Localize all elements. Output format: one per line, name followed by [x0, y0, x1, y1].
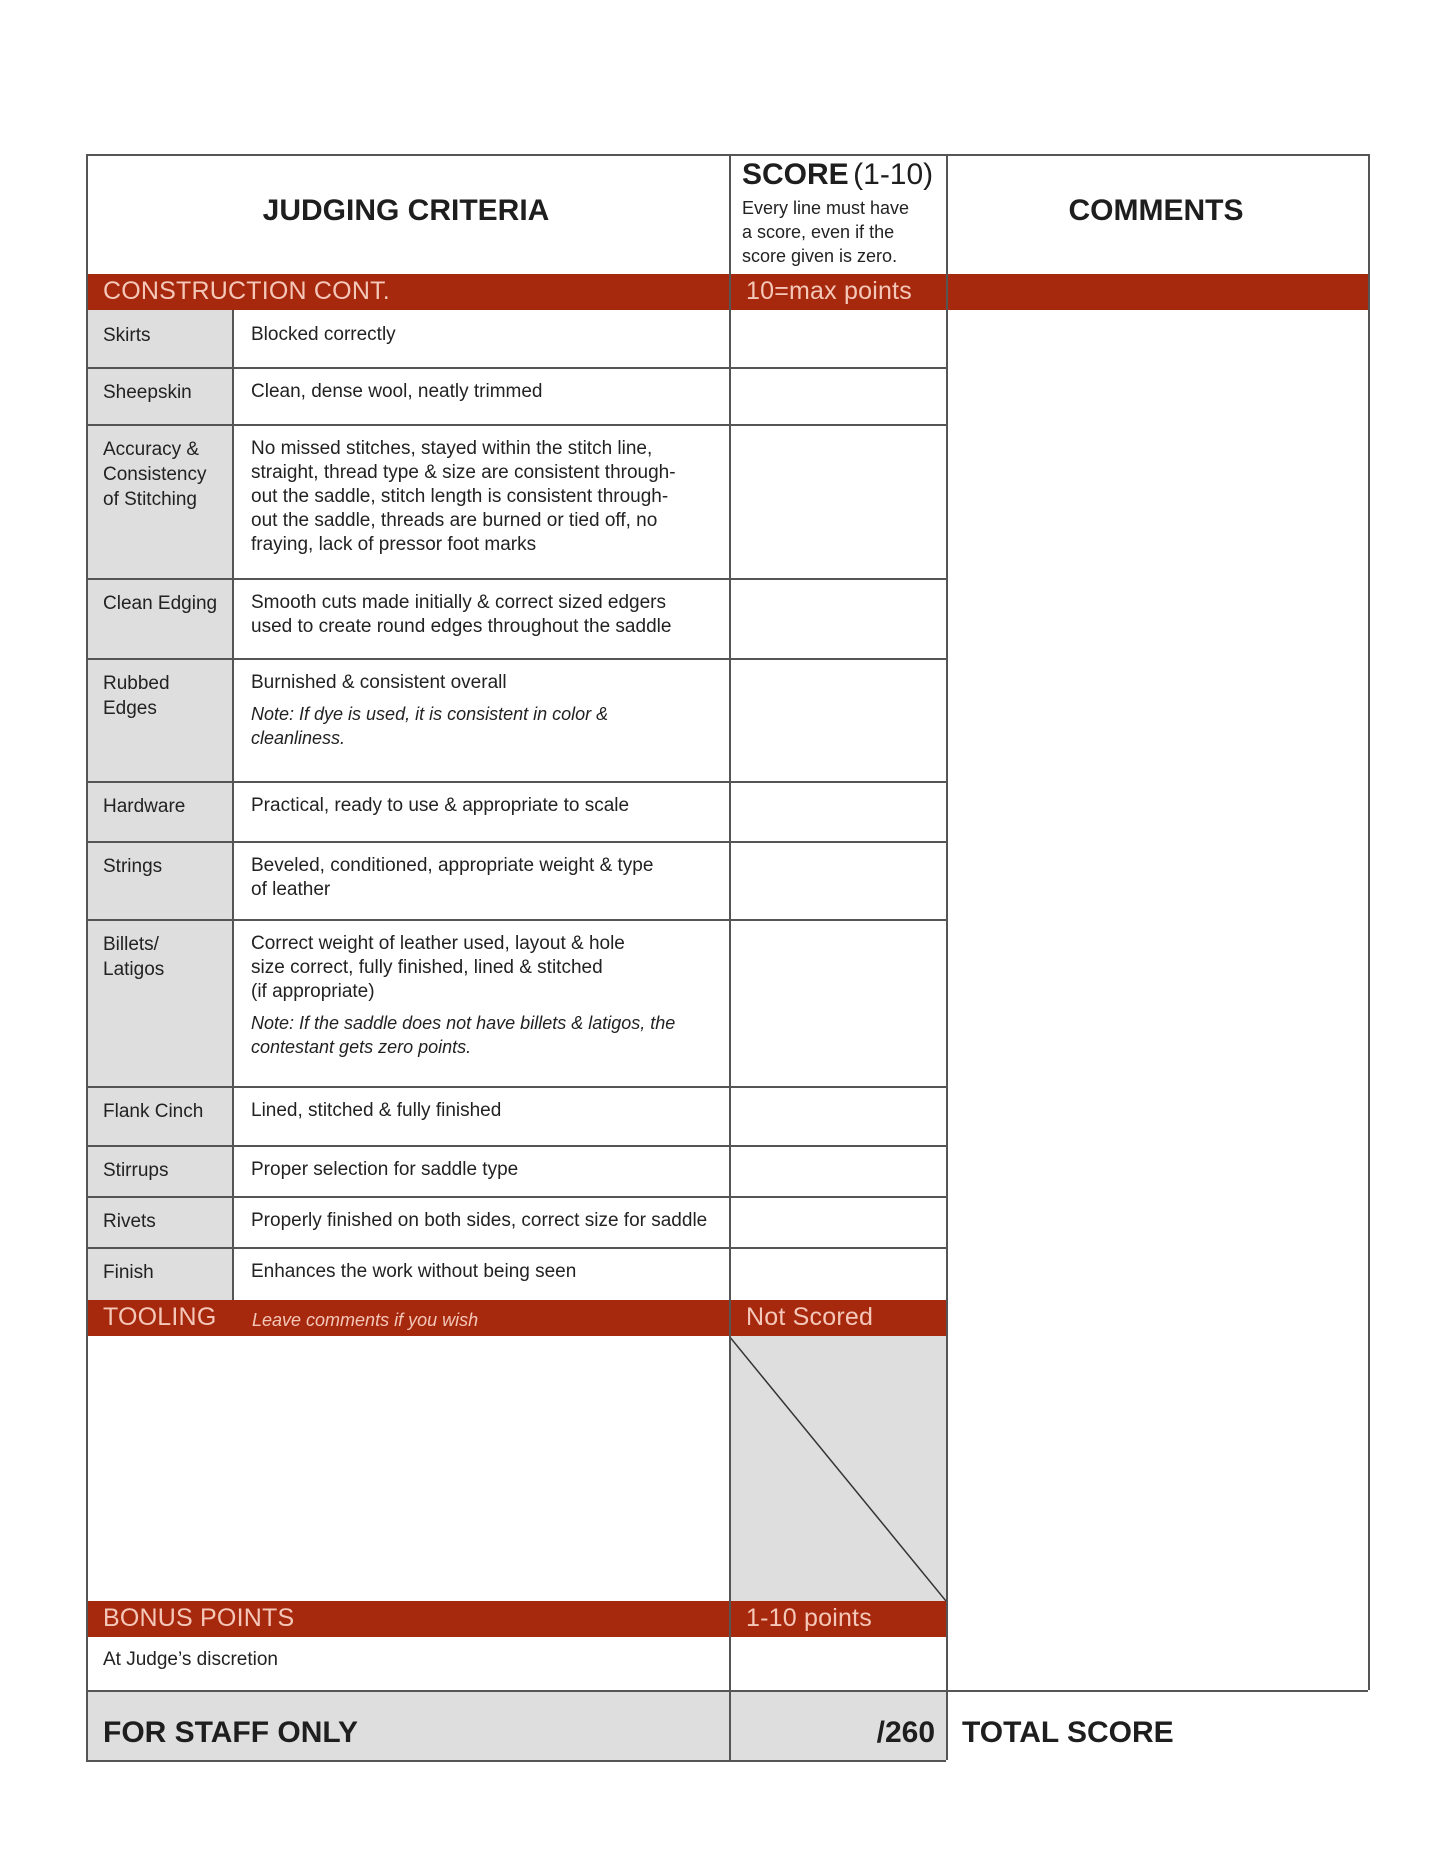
- row-description-line: size correct, fully finished, lined & stitched: [251, 957, 603, 978]
- row-description: [251, 1099, 721, 1123]
- row-separator: [86, 424, 946, 426]
- row-description: [251, 1158, 721, 1182]
- total-score-label: TOTAL SCORE: [962, 1716, 1174, 1749]
- score-cell[interactable]: [729, 1086, 946, 1145]
- row-description-line: fraying, lack of pressor foot marks: [251, 534, 537, 555]
- construction-section-label: CONSTRUCTION CONT.: [103, 277, 390, 305]
- row-separator: [86, 1247, 946, 1249]
- score-cell[interactable]: [729, 367, 946, 424]
- score-cell[interactable]: [729, 310, 946, 367]
- tooling-score-hatch: [729, 1336, 946, 1601]
- row-description: [251, 932, 721, 1059]
- row-description-line: Proper selection for saddle type: [251, 1159, 519, 1180]
- score-cell[interactable]: [729, 841, 946, 919]
- score-cell[interactable]: [729, 658, 946, 781]
- construction-score-note: 10=max points: [746, 277, 912, 305]
- row-description: [251, 380, 721, 404]
- staff-only-label: FOR STAFF ONLY: [103, 1716, 358, 1749]
- score-title: SCORE: [742, 158, 849, 191]
- row-separator: [86, 919, 946, 921]
- row-description: [251, 671, 721, 750]
- score-instructions: [742, 196, 942, 268]
- category-column-divider: [232, 310, 234, 1300]
- row-category: [103, 1209, 228, 1234]
- bonus-score-note: 1-10 points: [746, 1604, 872, 1632]
- row-description-line: used to create round edges throughout the saddle: [251, 616, 672, 637]
- footer-top-border: [86, 1690, 1368, 1692]
- row-separator: [86, 1196, 946, 1198]
- row-description-line: out the saddle, threads are burned or tied off, no: [251, 510, 658, 531]
- score-column-divider: [729, 154, 731, 1760]
- row-category-line: Accuracy &: [103, 439, 200, 460]
- tooling-comment-area[interactable]: [86, 1336, 729, 1601]
- row-category-line: Finish: [103, 1262, 154, 1283]
- table-left-border: [86, 154, 88, 1760]
- bonus-section-label: BONUS POINTS: [103, 1604, 295, 1632]
- row-description-line: Correct weight of leather used, layout & hole: [251, 933, 625, 954]
- row-description-line: Lined, stitched & fully finished: [251, 1100, 502, 1121]
- row-description: [251, 794, 721, 818]
- row-category-line: Sheepskin: [103, 382, 192, 403]
- row-note-line: contestant gets zero points.: [251, 1037, 472, 1057]
- score-range: (1-10): [853, 158, 934, 191]
- row-category-line: of Stitching: [103, 489, 197, 510]
- row-category: [103, 323, 228, 348]
- row-description: [251, 1260, 721, 1284]
- row-description: [251, 323, 721, 347]
- comments-heading: COMMENTS: [1068, 194, 1244, 227]
- tooling-section-label: TOOLING: [103, 1303, 217, 1331]
- row-description: [251, 854, 721, 902]
- row-description-line: Properly finished on both sides, correct size for saddle: [251, 1210, 708, 1231]
- row-separator: [86, 658, 946, 660]
- row-category-line: Rubbed: [103, 673, 170, 694]
- row-description-line: Beveled, conditioned, appropriate weight & type: [251, 855, 654, 876]
- comments-area[interactable]: [946, 310, 1368, 1690]
- row-description-line: Smooth cuts made initially & correct sized edgers: [251, 592, 667, 613]
- table-right-border: [1368, 154, 1370, 1690]
- row-category: [103, 932, 228, 982]
- score-instruction-line: score given is zero.: [742, 246, 898, 266]
- row-description-line: Practical, ready to use & appropriate to scale: [251, 795, 630, 816]
- score-cell[interactable]: [729, 919, 946, 1086]
- bonus-score-cell[interactable]: [729, 1637, 946, 1690]
- row-description: [251, 1209, 721, 1233]
- score-cell[interactable]: [729, 578, 946, 658]
- row-separator: [86, 781, 946, 783]
- row-category: [103, 671, 228, 721]
- row-category: [103, 1260, 228, 1285]
- row-category: [103, 854, 228, 879]
- tooling-score-note: Not Scored: [746, 1303, 874, 1331]
- table-top-border: [86, 154, 1368, 156]
- row-description-line: Enhances the work without being seen: [251, 1261, 577, 1282]
- row-description-line: out the saddle, stitch length is consistent through-: [251, 486, 669, 507]
- row-category-line: Strings: [103, 856, 163, 877]
- bonus-discretion-text: At Judge’s discretion: [103, 1649, 278, 1670]
- row-note-line: cleanliness.: [251, 728, 346, 748]
- row-description-line: Blocked correctly: [251, 324, 396, 345]
- row-description-line: No missed stitches, stayed within the stitch line,: [251, 438, 653, 459]
- row-separator: [86, 1086, 946, 1088]
- row-description-line: of leather: [251, 879, 331, 900]
- row-category-line: Consistency: [103, 464, 207, 485]
- row-category-line: Skirts: [103, 325, 151, 346]
- row-separator: [86, 367, 946, 369]
- row-category-line: Clean Edging: [103, 593, 218, 614]
- row-separator: [86, 578, 946, 580]
- footer-bottom-border: [86, 1760, 946, 1762]
- row-category-line: Billets/: [103, 934, 159, 955]
- row-description-line: (if appropriate): [251, 981, 375, 1002]
- row-note-line: Note: If dye is used, it is consistent in color &: [251, 704, 609, 724]
- score-cell[interactable]: [729, 424, 946, 578]
- row-category: [103, 591, 228, 616]
- score-cell[interactable]: [729, 781, 946, 841]
- score-cell[interactable]: [729, 1196, 946, 1247]
- row-category: [103, 1158, 228, 1183]
- not-scored-slash: [729, 1336, 946, 1601]
- row-category-line: Flank Cinch: [103, 1101, 204, 1122]
- score-heading: [742, 158, 942, 192]
- row-category-line: Edges: [103, 698, 157, 719]
- row-description-line: Clean, dense wool, neatly trimmed: [251, 381, 543, 402]
- score-cell[interactable]: [729, 1247, 946, 1300]
- score-instruction-line: a score, even if the: [742, 222, 895, 242]
- row-description: [251, 591, 721, 639]
- row-category: [103, 380, 228, 405]
- row-category: [103, 794, 228, 819]
- tooling-section-note: Leave comments if you wish: [252, 1310, 479, 1330]
- row-separator: [86, 841, 946, 843]
- row-note-line: Note: If the saddle does not have billets & latigos, the: [251, 1013, 676, 1033]
- score-instruction-line: Every line must have: [742, 198, 910, 218]
- comments-column-divider: [946, 154, 948, 1760]
- row-description-line: straight, thread type & size are consistent through-: [251, 462, 676, 483]
- row-category-line: Latigos: [103, 959, 165, 980]
- row-separator: [86, 1145, 946, 1147]
- row-description: [251, 437, 721, 557]
- max-score: /260: [876, 1716, 935, 1749]
- judging-criteria-heading: JUDGING CRITERIA: [262, 194, 550, 227]
- row-description-line: Burnished & consistent overall: [251, 672, 507, 693]
- row-category-line: Rivets: [103, 1211, 156, 1232]
- row-category: [103, 1099, 228, 1124]
- row-category-line: Stirrups: [103, 1160, 169, 1181]
- row-category-line: Hardware: [103, 796, 186, 817]
- row-category: [103, 437, 228, 512]
- score-cell[interactable]: [729, 1145, 946, 1196]
